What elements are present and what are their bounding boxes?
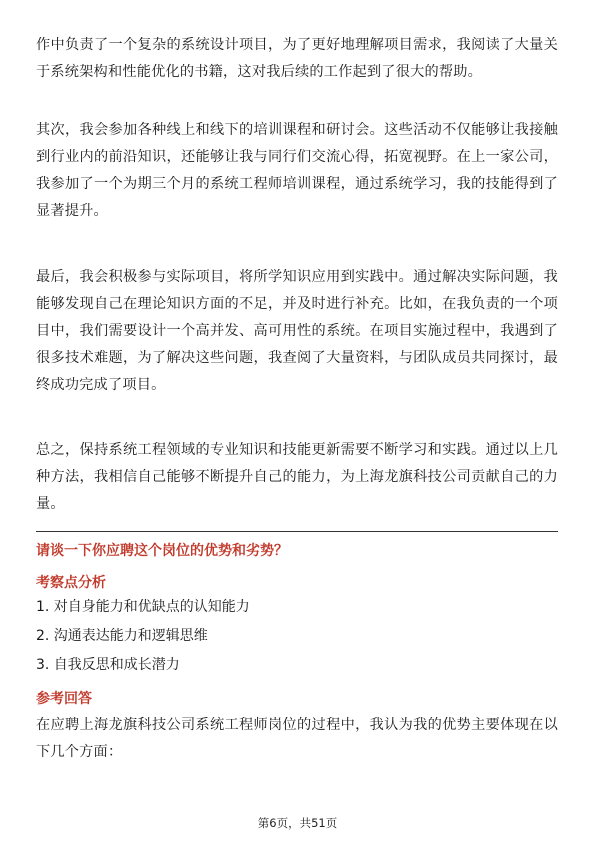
body-paragraph: 总之，保持系统工程领域的专业知识和技能更新需要不断学习和实践。通过以上几种方法，我相信自己能够不断提升自己的能力，为上海龙旗科技公司贡献自己的力量。 [36,442,558,512]
section-divider [36,531,558,532]
list-item: 1. 对自身能力和优缺点的认知能力 [36,599,250,615]
analysis-heading: 考察点分析 [36,575,106,591]
answer-paragraph: 在应聘上海龙旗科技公司系统工程师岗位的过程中，我认为我的优势主要体现在以下几个方面： [36,717,558,760]
body-paragraph: 最后，我会积极参与实际项目，将所学知识应用到实践中。通过解决实际问题，我能够发现自己在理论知识方面的不足，并及时进行补充。比如，在我负责的一个项目中，我们需要设计一个高并发、高可用性的系统。在项目实施过程中，我遇到了很多技术难题，为了解决这些问题，我查阅了大量资料，与团队成员共同探讨，最终成功完成了项目。 [36,269,558,393]
analysis-point-list [36,597,250,684]
page-footer: 第6页，共51页 [257,816,338,830]
body-paragraph: 作中负责了一个复杂的系统设计项目，为了更好地理解项目需求，我阅读了大量关于系统架构和性能优化的书籍，这对我后续的工作起到了很大的帮助。 [36,37,558,80]
body-paragraph: 其次，我会参加各种线上和线下的培训课程和研讨会。这些活动不仅能够让我接触到行业内的前沿知识，还能够让我与同行们交流心得，拓宽视野。在上一家公司，我参加了一个为期三个月的系统工程师培训课程，通过系统学习，我的技能得到了显著提升。 [36,122,558,219]
list-item: 2. 沟通表达能力和逻辑思维 [36,628,208,644]
question-heading: 请谈一下你应聘这个岗位的优势和劣势？ [36,543,288,559]
list-item: 3. 自我反思和成长潜力 [36,657,180,673]
answer-heading: 参考回答 [36,691,92,707]
